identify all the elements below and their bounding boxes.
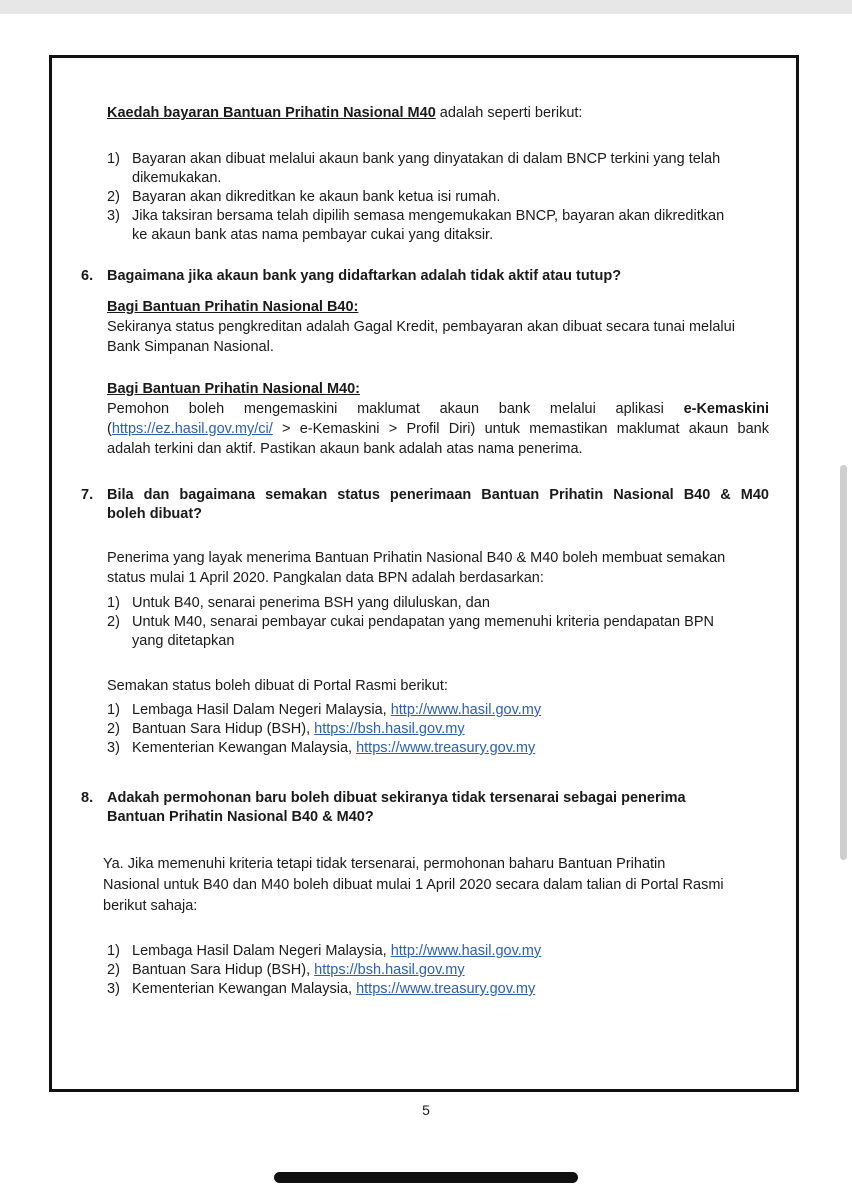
treasury-link[interactable]: https://www.treasury.gov.my — [356, 981, 536, 997]
paren: ( — [107, 421, 112, 437]
ez-hasil-link[interactable]: https://ez.hasil.gov.my/ci/ — [111, 421, 273, 437]
question-8-text-line: Adakah permohonan baru boleh dibuat sekiranya tidak tersenarai sebagai penerima — [107, 790, 686, 806]
list-item — [107, 188, 500, 207]
list-number: 2) — [107, 614, 120, 630]
portal-list-item — [107, 701, 541, 720]
portal-name: Lembaga Hasil Dalam Negeri Malaysia, — [132, 943, 391, 959]
list-number: 2) — [107, 189, 120, 205]
list-number: 1) — [107, 702, 120, 718]
list-number: 3) — [107, 981, 120, 997]
list-number: 3) — [107, 208, 120, 224]
top-strip — [0, 0, 852, 14]
b40-paragraph-line: Bank Simpanan Nasional. — [107, 339, 274, 355]
m40-paragraph-text: Pemohon boleh mengemaskini maklumat akaun bank melalui aplikasi — [107, 401, 684, 417]
portal-name: Kementerian Kewangan Malaysia, — [132, 981, 357, 997]
home-indicator[interactable] — [274, 1172, 578, 1183]
bsh-link[interactable]: https://bsh.hasil.gov.my — [314, 721, 465, 737]
portal-name: Kementerian Kewangan Malaysia, — [132, 740, 357, 756]
question-8-text-line: Bantuan Prihatin Nasional B40 & M40? — [107, 809, 374, 825]
list-item-continued: dikemukakan. — [132, 170, 222, 186]
q8-paragraph-line: Ya. Jika memenuhi kriteria tetapi tidak tersenarai, permohonan baharu Bantuan Prihatin — [103, 856, 666, 872]
m40-paragraph-line — [107, 400, 769, 419]
list-item-continued: yang ditetapkan — [132, 633, 235, 649]
m40-paragraph-line — [107, 420, 769, 439]
e-kemaskini-label: e-Kemaskini — [683, 401, 769, 417]
question-7-text-line: boleh dibuat? — [107, 506, 203, 522]
hasil-link[interactable]: http://www.hasil.gov.my — [390, 702, 542, 718]
list-text: Untuk B40, senarai penerima BSH yang diluluskan, dan — [132, 595, 490, 611]
q8-paragraph-line: berikut sahaja: — [103, 898, 198, 914]
list-number: 1) — [107, 943, 120, 959]
bsh-link[interactable]: https://bsh.hasil.gov.my — [314, 962, 465, 978]
question-number: 8. — [81, 790, 94, 806]
question-number: 6. — [81, 268, 94, 284]
m40-payment-heading-title: Kaedah bayaran Bantuan Prihatin Nasional M40 — [107, 105, 436, 121]
list-text: Jika taksiran bersama telah dipilih semasa mengemukakan BNCP, bayaran akan dikreditkan — [132, 208, 725, 224]
portal-list-item — [107, 739, 535, 758]
q7-paragraph-line: status mulai 1 April 2020. Pangkalan data BPN adalah berdasarkan: — [107, 570, 544, 586]
portal-list-item — [107, 961, 465, 980]
list-number: 3) — [107, 740, 120, 756]
list-text: Bayaran akan dikreditkan ke akaun bank ketua isi rumah. — [132, 189, 501, 205]
portal-list-item — [107, 942, 541, 961]
portal-intro: Semakan status boleh dibuat di Portal Rasmi berikut: — [107, 678, 448, 694]
portal-name: Bantuan Sara Hidup (BSH), — [132, 962, 315, 978]
list-item — [107, 207, 724, 226]
scrollbar[interactable] — [840, 465, 847, 860]
b40-paragraph-line: Sekiranya status pengkreditan adalah Gagal Kredit, pembayaran akan dibuat secara tunai melalui — [107, 319, 735, 335]
portal-list-item — [107, 980, 535, 999]
list-item-continued: ke akaun bank atas nama pembayar cukai yang ditaksir. — [132, 227, 494, 243]
q8-paragraph-line: Nasional untuk B40 dan M40 boleh dibuat mulai 1 April 2020 secara dalam talian di Portal Rasmi — [103, 877, 724, 893]
list-number: 1) — [107, 151, 120, 167]
portal-name: Bantuan Sara Hidup (BSH), — [132, 721, 315, 737]
m40-paragraph-line: adalah terkini dan aktif. Pastikan akaun bank adalah atas nama penerima. — [107, 441, 583, 457]
m40-payment-heading — [107, 104, 582, 123]
page-number: 5 — [422, 1102, 430, 1118]
m40-payment-heading-rest: adalah seperti berikut: — [435, 105, 583, 121]
list-item — [107, 594, 490, 613]
hasil-link[interactable]: http://www.hasil.gov.my — [390, 943, 542, 959]
m40-subheading: Bagi Bantuan Prihatin Nasional M40: — [107, 381, 360, 397]
question-7-text-line: Bila dan bagaimana semakan status penerimaan Bantuan Prihatin Nasional B40 & M40 — [107, 487, 769, 503]
question-6-text: Bagaimana jika akaun bank yang didaftarkan adalah tidak aktif atau tutup? — [107, 268, 622, 284]
list-item — [107, 613, 714, 632]
list-item — [107, 150, 720, 169]
list-number: 2) — [107, 962, 120, 978]
m40-paragraph-text: > e-Kemaskini > Profil Diri) untuk memastikan maklumat akaun bank — [272, 421, 769, 437]
list-text: Bayaran akan dibuat melalui akaun bank yang dinyatakan di dalam BNCP terkini yang telah — [132, 151, 721, 167]
portal-list-item — [107, 720, 465, 739]
list-number: 2) — [107, 721, 120, 737]
list-number: 1) — [107, 595, 120, 611]
q7-paragraph-line: Penerima yang layak menerima Bantuan Prihatin Nasional B40 & M40 boleh membuat semakan — [107, 550, 726, 566]
treasury-link[interactable]: https://www.treasury.gov.my — [356, 740, 536, 756]
question-number: 7. — [81, 487, 94, 503]
portal-name: Lembaga Hasil Dalam Negeri Malaysia, — [132, 702, 391, 718]
b40-subheading: Bagi Bantuan Prihatin Nasional B40: — [107, 299, 359, 315]
list-text: Untuk M40, senarai pembayar cukai pendapatan yang memenuhi kriteria pendapatan BPN — [132, 614, 714, 630]
